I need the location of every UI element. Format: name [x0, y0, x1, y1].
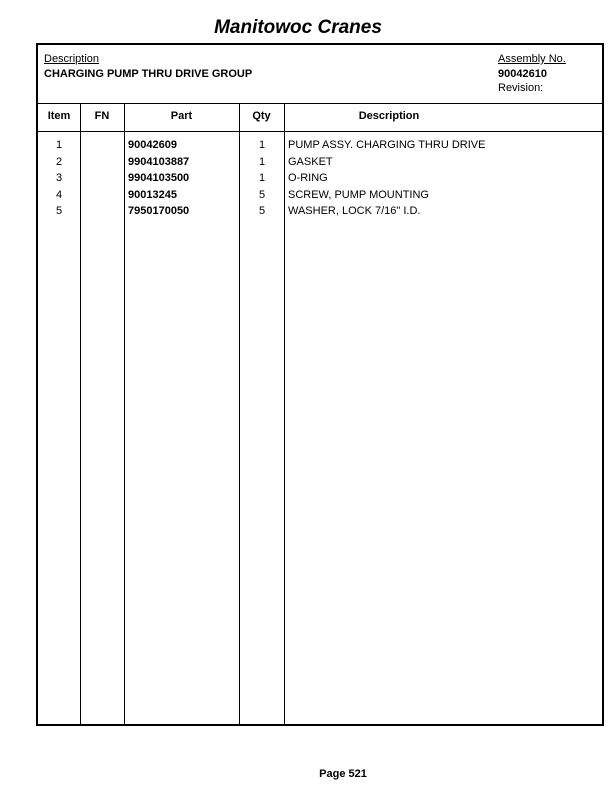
- part-number: 90013245: [128, 188, 177, 201]
- item-number: 5: [55, 205, 63, 217]
- table-row: [38, 139, 602, 156]
- assembly-value: 90042610: [498, 68, 547, 80]
- description-label: Description: [44, 53, 100, 65]
- part-description: WASHER, LOCK 7/16" I.D.: [288, 205, 421, 217]
- part-description: GASKET: [288, 155, 333, 168]
- part-description: PUMP ASSY. CHARGING THRU DRIVE: [288, 139, 486, 151]
- page-number: Page 521: [319, 768, 367, 780]
- quantity: 5: [258, 205, 266, 217]
- column-header-qty: Qty: [252, 110, 271, 122]
- column-header-fn: FN: [94, 110, 110, 122]
- parts-list-frame: [36, 43, 604, 726]
- table-row: [38, 156, 602, 173]
- table-row: [38, 205, 602, 222]
- page-title: Manitowoc Cranes: [214, 17, 382, 38]
- parts-table-body: [38, 139, 602, 222]
- part-number: 7950170050: [128, 205, 190, 217]
- part-number: 9904103887: [128, 155, 190, 168]
- item-number: 2: [55, 155, 63, 168]
- column-header-divider: [38, 131, 602, 132]
- item-number: 3: [55, 172, 63, 184]
- quantity: 1: [258, 155, 266, 168]
- quantity: 5: [258, 188, 266, 201]
- description-value: CHARGING PUMP THRU DRIVE GROUP: [44, 68, 253, 80]
- item-number: 4: [55, 188, 63, 201]
- column-header-description: Description: [358, 110, 420, 122]
- assembly-label: Assembly No.: [498, 53, 566, 65]
- part-description: SCREW, PUMP MOUNTING: [288, 188, 429, 201]
- quantity: 1: [258, 172, 266, 184]
- revision-label: Revision:: [498, 82, 544, 94]
- header-divider: [38, 103, 602, 104]
- part-description: O-RING: [288, 172, 328, 184]
- column-header-item: Item: [47, 110, 71, 122]
- column-header-part: Part: [170, 110, 193, 122]
- part-number: 90042609: [128, 139, 177, 151]
- item-number: 1: [55, 139, 63, 151]
- table-row: [38, 172, 602, 189]
- part-number: 9904103500: [128, 172, 190, 184]
- quantity: 1: [258, 139, 266, 151]
- table-row: [38, 189, 602, 206]
